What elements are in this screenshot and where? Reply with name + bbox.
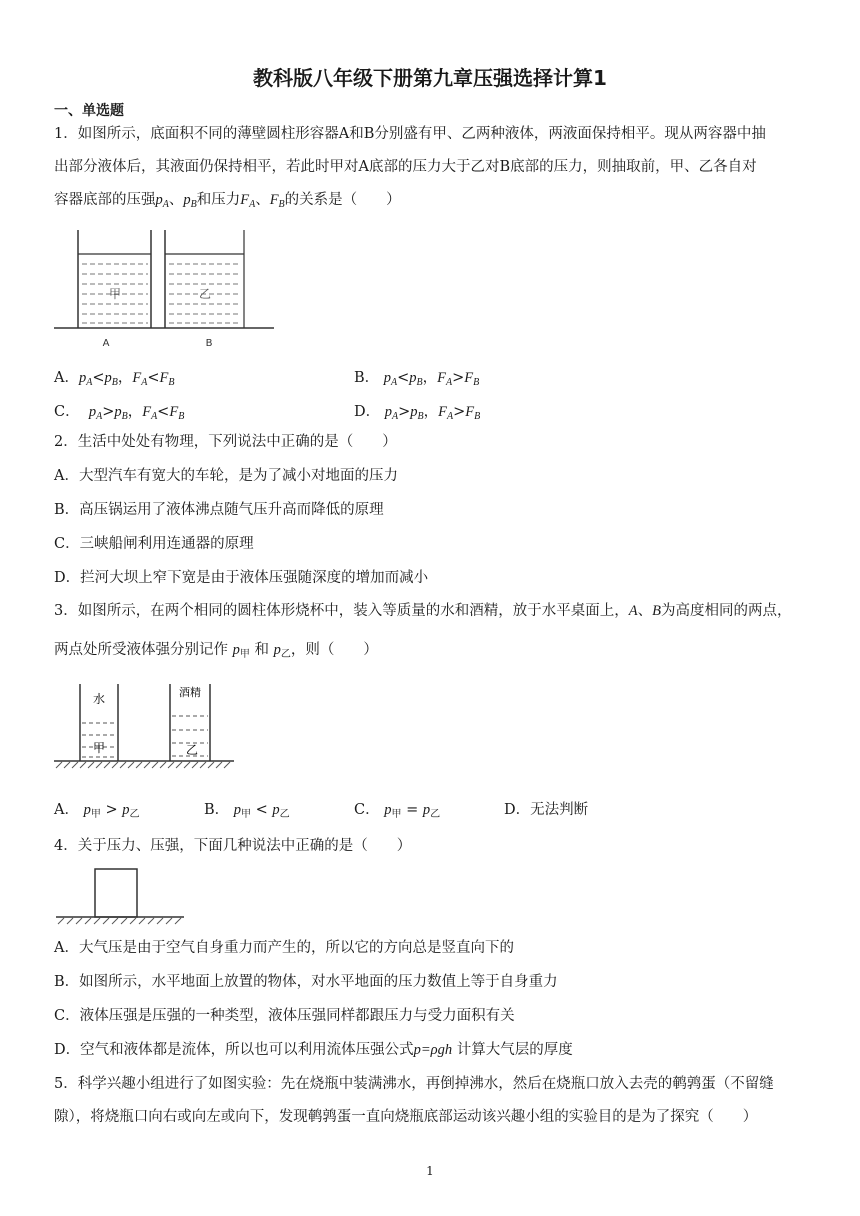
q1-stem-line3-post: 的关系是（ ） xyxy=(284,192,401,208)
q2-option-d[interactable]: D．拦河大坝上窄下宽是由于液体压强随深度的增加而减小 xyxy=(54,570,429,586)
q1-stem-line2: 出部分液体后，其液面仍保持相平，若此时甲对A底部的压力大于乙对B底部的压力，则抽取前，甲、乙各自对 xyxy=(54,159,757,175)
q1-stem-line1: 1．如图所示，底面积不同的薄壁圆柱形容器A和B分别盛有甲、乙两种液体，两液面保持相平。现从两容器中抽 xyxy=(54,126,766,142)
q1-fig-liquid-b: 乙 xyxy=(198,287,212,301)
q1-option-c[interactable]: C． $p_A>p_B$，$F_A<F_B$ xyxy=(54,404,185,422)
q3-option-b[interactable]: B． $p_甲 < p_乙$ xyxy=(204,802,290,820)
q3-fig-alcohol-label: 酒精 xyxy=(179,686,201,699)
q4-option-b[interactable]: B．如图所示，水平地面上放置的物体，对水平地面的压力数值上等于自身重力 xyxy=(54,974,558,990)
page-number: 1 xyxy=(426,1164,434,1178)
q1-figure-containers xyxy=(54,228,274,352)
q4-option-c[interactable]: C．液体压强是压强的一种类型，液体压强同样都跟压力与受力面积有关 xyxy=(54,1008,515,1024)
q2-stem: 2．生活中处处有物理，下列说法中正确的是（ ） xyxy=(54,434,397,450)
q3-stem-line1: 3．如图所示，在两个相同的圆柱体形烧杯中，装入等质量的水和酒精，放于水平桌面上，A、B为高度相同的两点， xyxy=(54,603,792,619)
q1-fig-label-a: A xyxy=(102,338,110,349)
q4-stem: 4．关于压力、压强，下面几种说法中正确的是（ ） xyxy=(54,838,412,854)
q3-option-c[interactable]: C． $p_甲 = p_乙$ xyxy=(354,802,441,820)
q3-option-d[interactable]: D．无法判断 xyxy=(504,802,589,818)
q1-stem-line3-pre: 容器底部的压强 xyxy=(54,192,156,208)
q1-stem-line3: 容器底部的压强$p_A$、$p_B$和压力$F_A$、$F_B$的关系是（ ） xyxy=(54,192,401,210)
q3-figure-beakers xyxy=(54,682,236,774)
section-heading: 一、单选题 xyxy=(54,103,124,119)
q3-stem-line2: 两点处所受液体强分别记作 $p_甲$ 和 $p_乙$，则（ ） xyxy=(54,642,378,660)
q1-option-a[interactable]: A．$p_A<p_B$，$F_A<F_B$ xyxy=(54,370,175,388)
q1-option-b[interactable]: B． $p_A<p_B$，$F_A>F_B$ xyxy=(354,370,480,388)
q4-option-d[interactable]: D．空气和液体都是流体，所以也可以利用流体压强公式p=ρgh 计算大气层的厚度 xyxy=(54,1042,573,1058)
q2-option-b[interactable]: B．高压锅运用了液体沸点随气压升高而降低的原理 xyxy=(54,502,384,518)
page-title: 教科版八年级下册第九章压强选择计算1 xyxy=(253,66,607,90)
q5-stem-line2: 隙），将烧瓶口向右或向左或向下，发现鹌鹑蛋一直向烧瓶底部运动该兴趣小组的实验目的是为了探究（ ） xyxy=(54,1109,758,1125)
q3-fig-point-yi: 乙 xyxy=(185,743,199,757)
q4-formula: p=ρgh xyxy=(413,1042,453,1058)
q4-figure-block-on-ground xyxy=(54,866,186,926)
q3-option-a[interactable]: A． $p_甲 > p_乙$ xyxy=(54,802,140,820)
q4-option-a[interactable]: A．大气压是由于空气自身重力而产生的，所以它的方向总是竖直向下的 xyxy=(54,940,514,956)
q2-option-a[interactable]: A．大型汽车有宽大的车轮，是为了减小对地面的压力 xyxy=(54,468,398,484)
q5-stem-line1: 5．科学兴趣小组进行了如图实验：先在烧瓶中装满沸水，再倒掉沸水，然后在烧瓶口放入去壳的鹌鹑蛋（不留缝 xyxy=(54,1076,774,1092)
q3-fig-water-label: 水 xyxy=(92,692,106,706)
q3-fig-point-jia: 甲 xyxy=(92,741,106,755)
q2-option-c[interactable]: C．三峡船闸利用连通器的原理 xyxy=(54,536,254,552)
q1-option-d[interactable]: D． $p_A>p_B$，$F_A>F_B$ xyxy=(354,404,481,422)
q1-fig-label-b: B xyxy=(205,338,213,349)
q1-fig-liquid-a: 甲 xyxy=(108,287,122,301)
